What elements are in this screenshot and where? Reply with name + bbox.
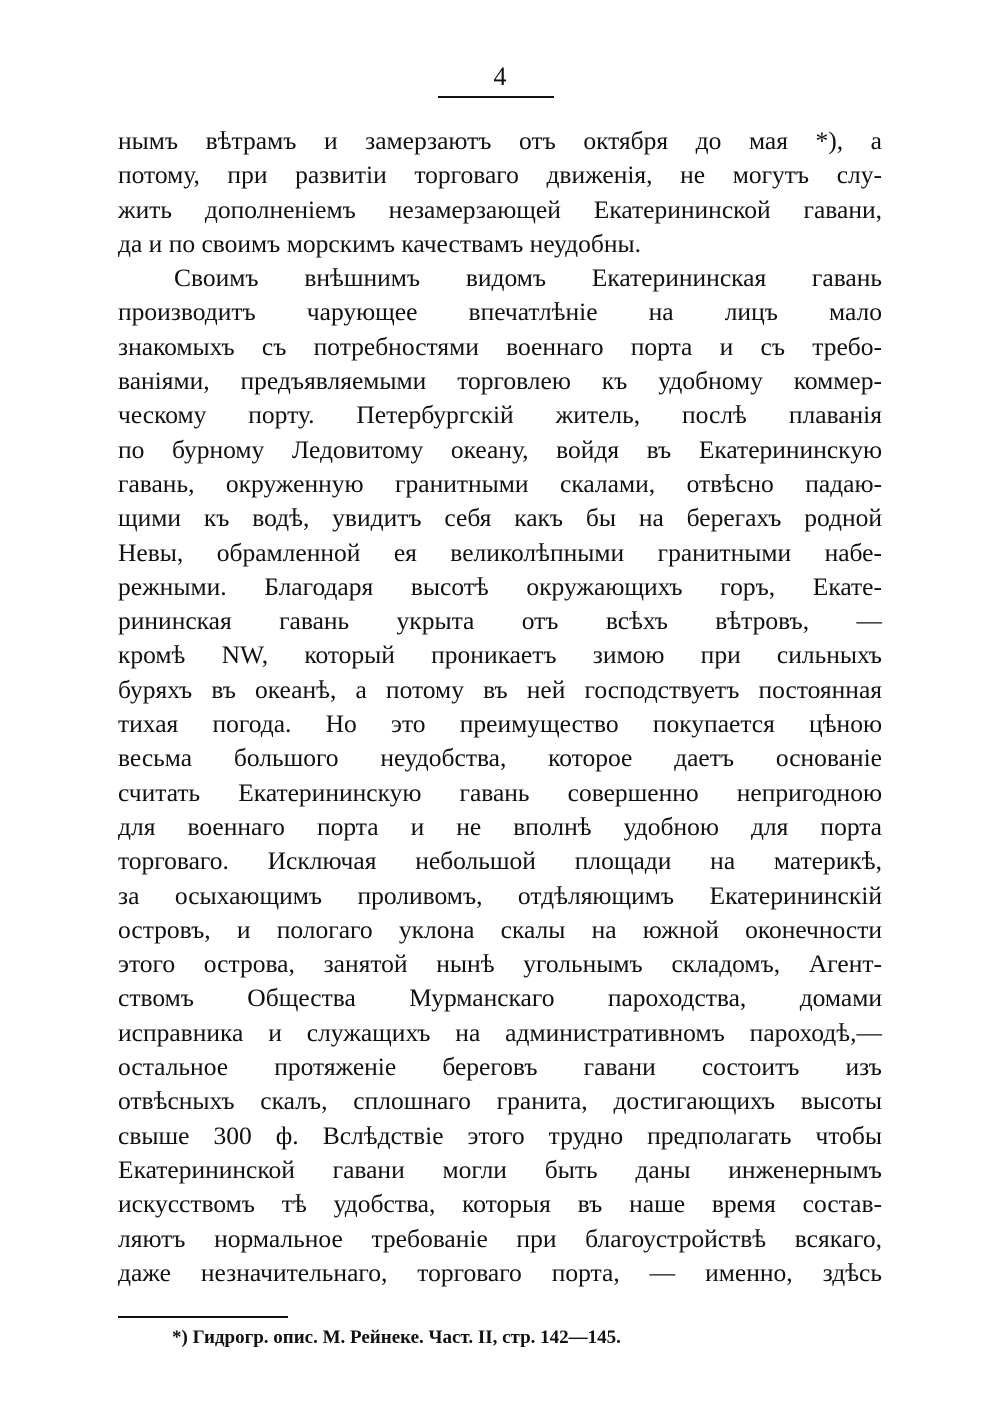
text-line: кромѣ NW, который проникаетъ зимою при сильныхъ <box>118 640 882 670</box>
text-line: исправника и служащихъ на административномъ пароходѣ,— <box>118 1017 882 1047</box>
text-line: даже незначительнаго, торговаго порта, — именно, здѣсь <box>118 1257 882 1287</box>
footnote-rule <box>118 1316 288 1318</box>
text-line: да и по своимъ морскимъ качествамъ неудобны. <box>118 228 642 258</box>
header-rule <box>438 96 554 98</box>
text-line: нымъ вѣтрамъ и замерзаютъ отъ октября до мая *), а <box>118 126 882 155</box>
text-line: Невы, обрамленной ея великолѣпными гранитными набе- <box>118 537 882 567</box>
page-number: 4 <box>493 62 507 91</box>
text-line: свыше 300 ф. Вслѣдствіе этого трудно предполагать чтобы <box>118 1120 882 1150</box>
text-line: Своимъ внѣшнимъ видомъ Екатерининская гавань <box>174 263 882 293</box>
text-line: Екатерининской гавани могли быть даны инженернымъ <box>118 1154 882 1184</box>
text-line: островъ, и пологаго уклона скалы на южной оконечности <box>118 914 882 944</box>
body-text <box>118 124 882 1393</box>
text-line: этого острова, занятой нынѣ угольнымъ складомъ, Агент- <box>118 949 882 979</box>
text-line: рининская гавань укрыта отъ всѣхъ вѣтровъ, — <box>118 606 882 636</box>
text-line: жить дополненіемъ незамерзающей Екатерининской гавани, <box>118 194 882 224</box>
text-line: режными. Благодаря высотѣ окружающихъ горъ, Екате- <box>118 571 882 601</box>
text-line: для военнаго порта и не вполнѣ удобною для порта <box>118 811 882 841</box>
footnote: *) Гидрогр. опис. М. Рейнеке. Част. II, стр. 142—145. <box>172 1327 621 1348</box>
text-line: ляютъ нормальное требованіе при благоустройствѣ всякаго, <box>118 1223 882 1253</box>
text-line: ваніями, предъявляемыми торговлею къ удобному коммер- <box>118 366 882 396</box>
text-line: потому, при развитіи торговаго движенія, не могутъ слу- <box>118 160 882 190</box>
paragraph <box>118 261 882 1393</box>
text-line <box>118 1359 882 1393</box>
text-line <box>118 1290 882 1324</box>
text-line: тихая погода. Но это преимущество покупается цѣною <box>118 709 882 739</box>
text-line: отвѣсныхъ скалъ, сплошнаго гранита, достигающихъ высоты <box>118 1086 882 1116</box>
text-line: искусствомъ тѣ удобства, которыя въ наше время состав- <box>118 1189 882 1219</box>
text-line: производитъ чарующее впечатлѣніе на лицъ мало <box>118 297 882 327</box>
text-line: остальное протяженіе береговъ гавани состоитъ изъ <box>118 1052 882 1082</box>
text-line: знакомыхъ съ потребностями военнаго порта и съ требо- <box>118 331 882 361</box>
text-line: гавань, окруженную гранитными скалами, отвѣсно падаю- <box>118 468 882 498</box>
text-line: буряхъ въ океанѣ, а потому въ ней господствуетъ постоянная <box>118 674 882 704</box>
text-line: считать Екатерининскую гавань совершенно непригодною <box>118 777 882 807</box>
text-line: ствомъ Общества Мурманскаго пароходства, домами <box>118 983 882 1013</box>
text-line: ческому порту. Петербургскій житель, послѣ плаванія <box>118 400 882 430</box>
text-line: за осыхающимъ проливомъ, отдѣляющимъ Екатерининскій <box>118 880 882 910</box>
text-line: весьма большого неудобства, которое даетъ основаніе <box>118 743 882 773</box>
text-line: по бурному Ледовитому океану, войдя въ Екатерининскую <box>118 434 882 464</box>
text-line: щими къ водѣ, увидитъ себя какъ бы на берегахъ родной <box>118 503 882 533</box>
paragraph <box>118 124 882 261</box>
text-line: торговаго. Исключая небольшой площади на материкѣ, <box>118 846 882 876</box>
